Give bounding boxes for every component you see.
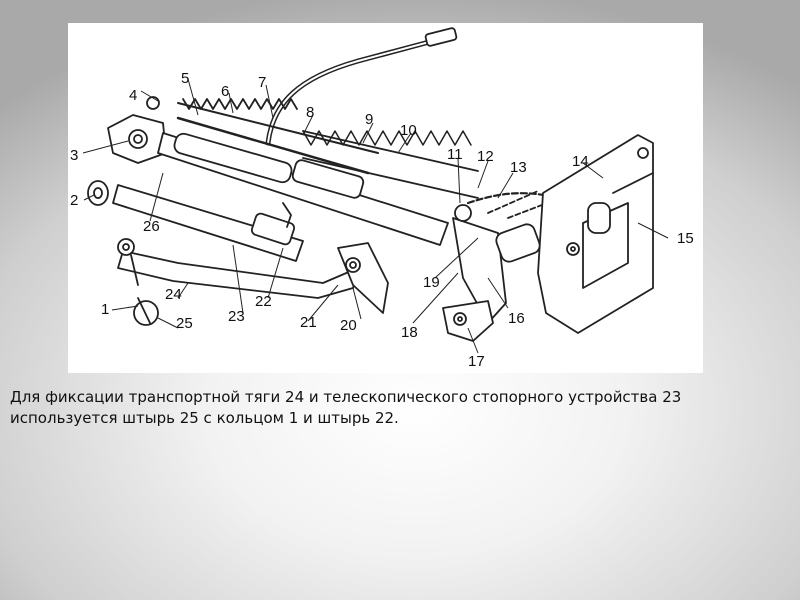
callout-12: 12 bbox=[477, 148, 494, 165]
callout-22: 22 bbox=[255, 293, 272, 310]
callout-6: 6 bbox=[221, 83, 230, 100]
callout-15: 15 bbox=[677, 230, 694, 247]
callout-17: 17 bbox=[468, 353, 485, 370]
callout-2: 2 bbox=[70, 192, 79, 209]
callout-19: 19 bbox=[423, 274, 440, 291]
callout-24: 24 bbox=[165, 286, 182, 303]
callout-26: 26 bbox=[143, 218, 160, 235]
callout-25: 25 bbox=[176, 315, 193, 332]
callout-23: 23 bbox=[228, 308, 245, 325]
callout-4: 4 bbox=[129, 87, 138, 104]
callout-9: 9 bbox=[365, 111, 374, 128]
callout-8: 8 bbox=[306, 104, 315, 121]
callout-7: 7 bbox=[258, 74, 267, 91]
transport-rod bbox=[118, 251, 358, 298]
callout-3: 3 bbox=[70, 147, 79, 164]
callout-14: 14 bbox=[572, 153, 589, 170]
hose-fitting bbox=[425, 28, 457, 47]
right-frame bbox=[538, 135, 653, 333]
callout-18: 18 bbox=[401, 324, 418, 341]
mechanism-diagram bbox=[68, 23, 703, 373]
callout-21: 21 bbox=[300, 314, 317, 331]
callout-16: 16 bbox=[508, 310, 525, 327]
callout-10: 10 bbox=[400, 122, 417, 139]
lower-plate bbox=[443, 301, 493, 341]
callout-1: 1 bbox=[101, 301, 110, 318]
callout-5: 5 bbox=[181, 70, 190, 87]
slide-caption: Для фиксации транспортной тяги 24 и телескопического стопорного устройства 23 используется штырь 25 с кольцом 1 и штырь 22. bbox=[10, 388, 682, 427]
callout-20: 20 bbox=[340, 317, 357, 334]
callout-13: 13 bbox=[510, 159, 527, 176]
callout-11: 11 bbox=[447, 146, 463, 163]
left-bracket bbox=[108, 115, 166, 163]
spring-9-10 bbox=[303, 131, 471, 145]
